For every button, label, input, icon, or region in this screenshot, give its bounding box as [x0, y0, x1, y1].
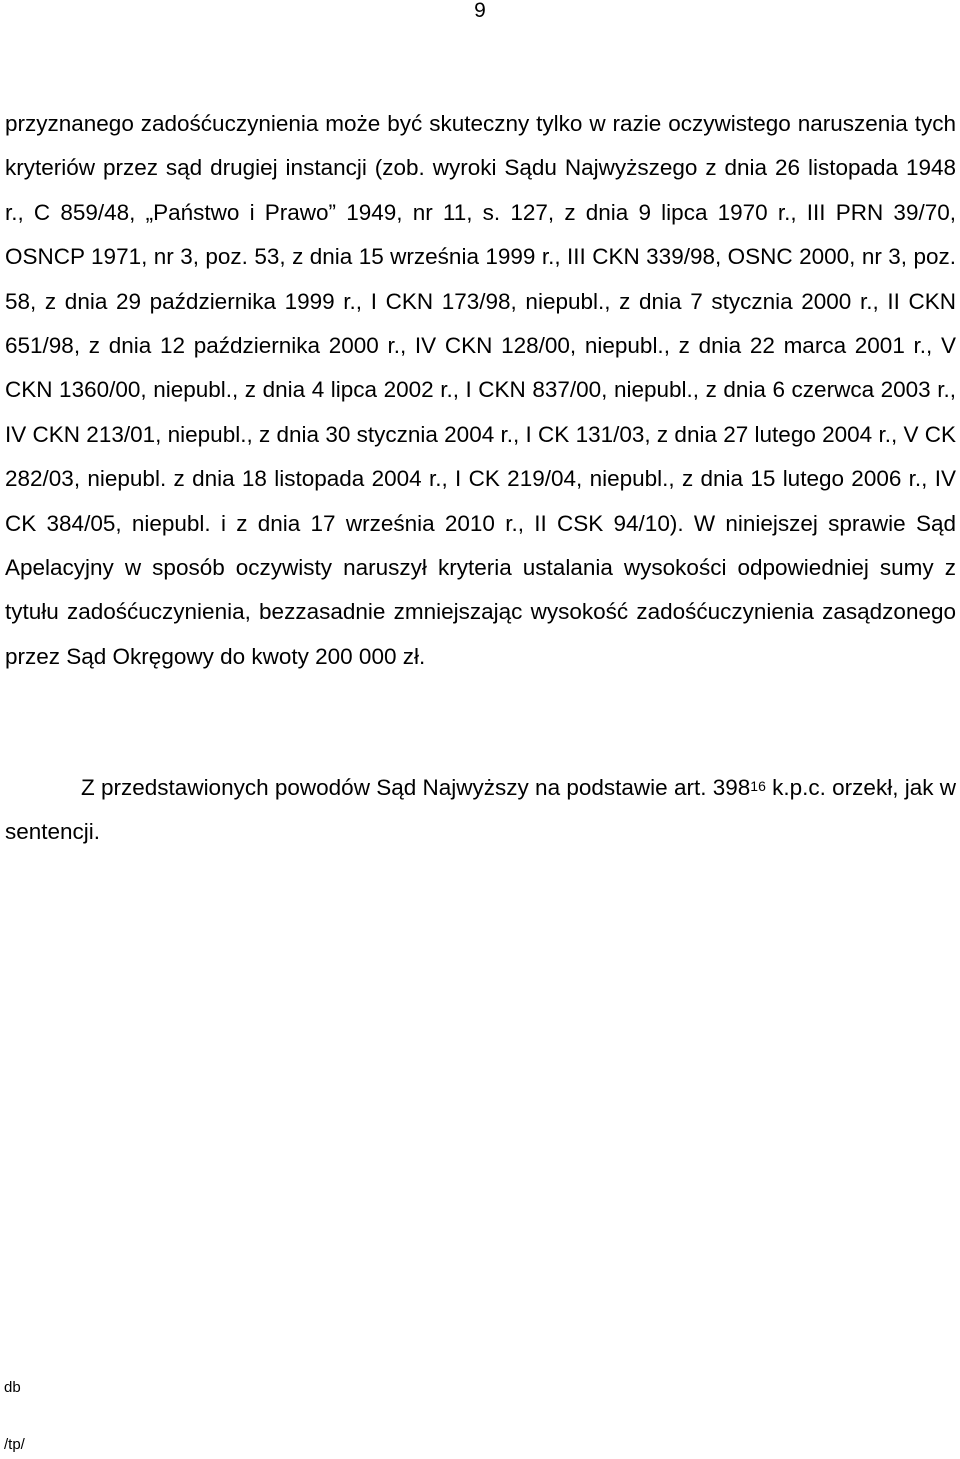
footer-initials-tp: /tp/	[4, 1436, 25, 1453]
footer-initials-db: db	[4, 1379, 21, 1396]
paragraph-conclusion-text: Z przedstawionych powodów Sąd Najwyższy na podstawie art. 398	[81, 775, 751, 800]
paragraph-conclusion-text-end: k.p.c. orzekł, jak w sentencji.	[5, 775, 957, 845]
article-superscript: 16	[750, 778, 766, 794]
paragraph-justification	[5, 102, 956, 679]
paragraph-justification-text: przyznanego zadośćuczynienia może być skuteczny tylko w razie oczywistego naruszenia tych kryteriów przez sąd drugiej instancji (zob. wyroki Sądu Najwyższego z dnia 26 listopada 1948 r., C 859/48, „Państwo i Prawo” 1949, nr 11, s. 127, z dnia 9 lipca 1970 r., III PRN 39/70, OSNCP 1971, nr 3, poz. 53, z dnia 15 września 1999 r., III CKN 339/98, OSNC 2000, nr 3, poz. 58, z dnia 29 października 1999 r., I CKN 173/98, niepubl., z dnia 7 stycznia 2000 r., II CKN 651/98, z dnia 12 października 2000 r., IV CKN 128/00, niepubl., z dnia 22 marca 2001 r., V CKN 1360/00, niepubl., z dnia 4 lipca 2002 r., I CKN 837/00, niepubl., z dnia 6 czerwca 2003 r., IV CKN 213/01, niepubl., z dnia 30 stycznia 2004 r., I CK 131/03, z dnia 27 lutego 2004 r., V CK 282/03, niepubl. z dnia 18 listopada 2004 r., I CK 219/04, niepubl., z dnia 15 lutego 2006 r., IV CK 384/05, niepubl. i z dnia 17 września 2010 r., II CSK 94/10). W niniejszej sprawie Sąd Apelacyjny w sposób oczywisty naruszył kryteria ustalania wysokości odpowiedniej sumy z tytułu zadośćuczynienia, bezzasadnie zmniejszając wysokość zadośćuczynienia zasądzonego przez Sąd Okręgowy do kwoty 200 000 zł.	[5, 111, 956, 669]
page-number: 9	[474, 0, 486, 22]
paragraph-conclusion	[5, 766, 956, 855]
